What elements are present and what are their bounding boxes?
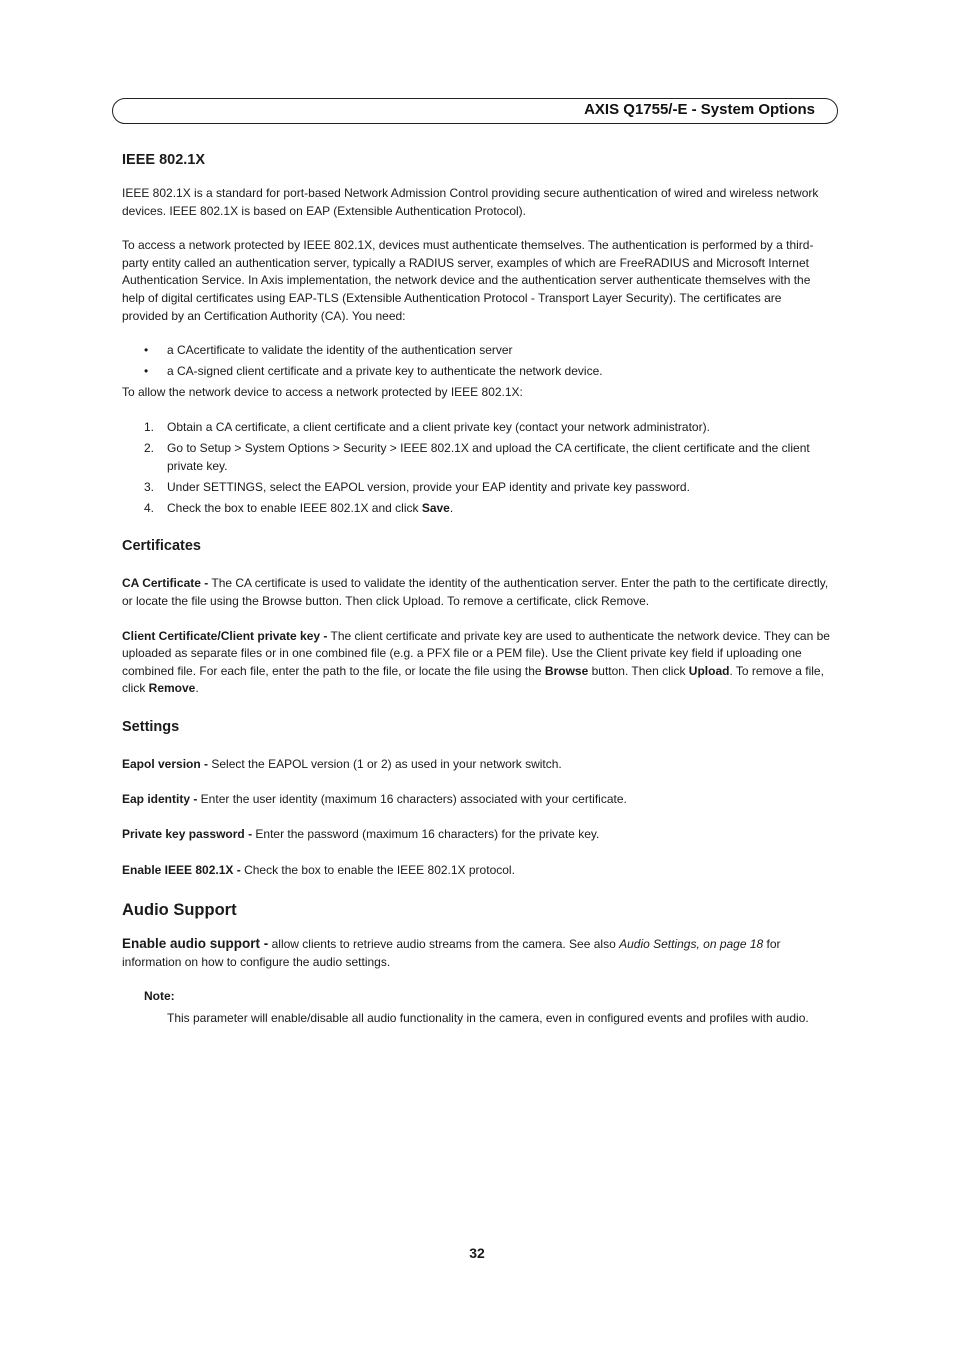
enable-ieee-label: Enable IEEE 802.1X - (122, 862, 241, 877)
enable-ieee-text: Check the box to enable the IEEE 802.1X protocol. (240, 862, 515, 877)
ca-certificate-paragraph (122, 575, 830, 610)
step-number: 3. (144, 479, 155, 494)
certificates-heading: Certificates (122, 538, 201, 555)
list-item (122, 479, 830, 497)
step-number: 4. (144, 500, 155, 515)
eap-identity-label: Eap identity - (122, 792, 198, 807)
remove-term: Remove (148, 681, 196, 696)
page-content (122, 150, 830, 1028)
list-item-text: a CA-signed client certificate and a private key to authenticate the network device. (167, 364, 603, 379)
client-certificate-label: Client Certificate/Client private key - (122, 628, 328, 643)
ca-certificate-label: CA Certificate - (122, 576, 209, 591)
list-item-text: a CAcertificate to validate the identity of the authentication server (167, 343, 513, 358)
step-text: Obtain a CA certificate, a client certificate and a client private key (contact your network administrator). (167, 419, 710, 434)
step-text: Under SETTINGS, select the EAPOL version, provide your EAP identity and private key password. (167, 479, 690, 494)
note-title: Note: (144, 989, 175, 1004)
list-item (122, 342, 830, 360)
header-title: AXIS Q1755/-E - System Options (584, 101, 815, 118)
requirements-list (122, 342, 830, 381)
step-end: . (449, 500, 454, 515)
audio-support-text: for information on how to configure the audio settings. (122, 937, 781, 969)
list-item (122, 500, 830, 518)
bullet-mark: • (144, 343, 149, 358)
eapol-version-paragraph (122, 756, 830, 774)
audio-support-text: allow clients to retrieve audio streams from the camera. See also (268, 937, 620, 952)
list-item (122, 363, 830, 381)
ca-certificate-text: The CA certificate is used to validate the identity of the authentication server. Enter the path to the certificate directly, or locate the file using the Browse button. Then click Upload. To remove a certificate, click Remove. (122, 576, 829, 608)
save-term: Save (421, 500, 450, 515)
bullet-mark: • (144, 364, 149, 379)
browse-term: Browse (544, 663, 589, 678)
ieee-paragraph-2: To access a network protected by IEEE 802.1X, devices must authenticate themselves. The authentication is performed by a third-party entity called an authentication server, typically a RADIUS server, examples of which are FreeRADIUS and Microsoft Internet Authentication Service. In Axis implementation, the network device and the authentication server authenticate themselves with the help of digital certificates using EAP-TLS (Extensible Authentication Protocol - Transport Layer Security). The certificates are provided by an Certification Authority (CA). You need: (122, 238, 814, 323)
step-text: Go to Setup > System Options > Security > IEEE 802.1X and upload the CA certificate, the client certificate and the client private key. (167, 441, 810, 473)
private-key-password-paragraph (122, 826, 830, 844)
list-item (122, 440, 830, 475)
client-certificate-text: . To remove a file, click (122, 663, 824, 696)
list-item (122, 419, 830, 437)
private-key-password-label: Private key password - (122, 827, 253, 842)
eap-identity-paragraph (122, 791, 830, 809)
client-certificate-paragraph (122, 628, 830, 698)
audio-support-paragraph (122, 935, 830, 971)
eapol-version-text: Select the EAPOL version (1 or 2) as used in your network switch. (208, 756, 562, 771)
step-number: 2. (144, 441, 155, 456)
private-key-password-text: Enter the password (maximum 16 characters) for the private key. (252, 827, 600, 842)
header-bar (112, 98, 838, 124)
ieee-paragraph-1: IEEE 802.1X is a standard for port-based Network Admission Control providing secure authentication of wired and wireless network devices. IEEE 802.1X is based on EAP (Extensible Authentication Protocol). (122, 186, 819, 218)
client-certificate-text: button. Then click (588, 663, 689, 678)
ieee-heading: IEEE 802.1X (122, 152, 206, 168)
steps-intro: To allow the network device to access a network protected by IEEE 802.1X: (122, 385, 523, 400)
page-number: 32 (469, 1245, 485, 1261)
settings-heading: Settings (122, 718, 180, 735)
steps-list (122, 419, 830, 517)
step-number: 1. (144, 419, 155, 434)
note-body: This parameter will enable/disable all audio functionality in the camera, even in configured events and profiles with audio. (167, 1010, 809, 1025)
step-text: Check the box to enable IEEE 802.1X and click (167, 500, 422, 515)
client-certificate-text: The client certificate and private key are used to authenticate the network device. They can be uploaded as separate files or in one combined file (e.g. a PFX file or a PEM file). Use the Client private key field if uploading one combined file. For each file, enter the path to the file, or locate the file using the (122, 628, 830, 678)
eap-identity-text: Enter the user identity (maximum 16 characters) associated with your certificate. (197, 792, 627, 807)
audio-settings-reference: Audio Settings, on page 18 (619, 937, 764, 952)
eapol-version-label: Eapol version - (122, 756, 209, 771)
audio-support-label: Enable audio support - (122, 936, 269, 952)
enable-ieee-paragraph (122, 862, 830, 880)
upload-term: Upload (688, 663, 730, 678)
audio-support-heading: Audio Support (122, 901, 237, 920)
client-certificate-text: . (195, 681, 199, 696)
